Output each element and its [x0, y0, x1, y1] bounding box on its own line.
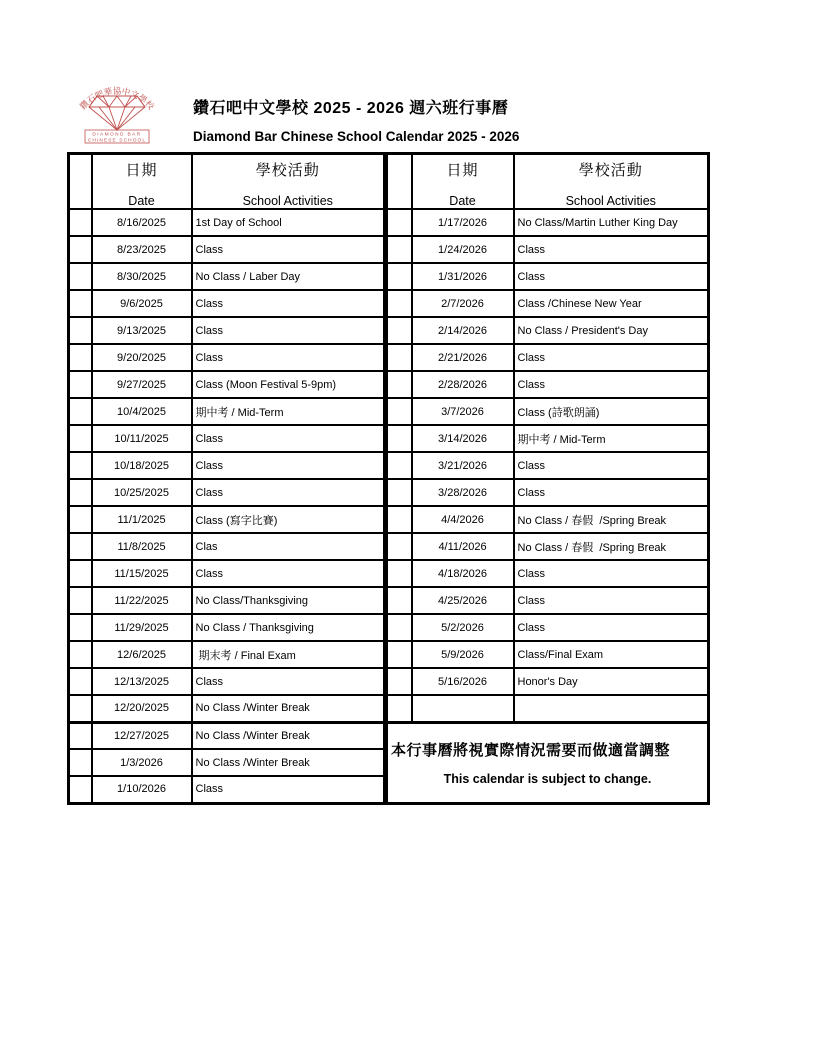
row-spacer-cell: [386, 479, 412, 506]
subject-to-change-note: [386, 722, 709, 803]
row-spacer-cell: [69, 614, 92, 641]
date-cell: 4/11/2026: [412, 533, 514, 560]
date-cell: 11/22/2025: [92, 587, 192, 614]
activity-cell: Class: [514, 452, 709, 479]
row-spacer-cell: [386, 425, 412, 452]
logo-arc-text: 鑽石吧華協中文學校: [77, 85, 157, 112]
row-spacer-cell: [386, 560, 412, 587]
page-title-chinese: 鑽石吧中文學校 2025 - 2026 週六班行事曆: [193, 100, 509, 117]
row-spacer-cell: [69, 263, 92, 290]
activity-cell: Honor's Day: [514, 668, 709, 695]
table-row: [69, 371, 709, 398]
row-spacer-cell: [69, 371, 92, 398]
date-cell: 1/3/2026: [92, 749, 192, 776]
date-cell: 3/21/2026: [412, 452, 514, 479]
activity-cell: [514, 695, 709, 722]
date-cell: 12/6/2025: [92, 641, 192, 668]
row-spacer-cell: [386, 371, 412, 398]
activity-cell: No Class /Winter Break: [192, 749, 386, 776]
activity-cell: Class /Chinese New Year: [514, 290, 709, 317]
row-spacer-cell: [386, 533, 412, 560]
date-cell: 3/28/2026: [412, 479, 514, 506]
table-row: [69, 560, 709, 587]
activity-cell: No Class / Thanksgiving: [192, 614, 386, 641]
table-row: [69, 236, 709, 263]
row-spacer-cell: [69, 776, 92, 803]
activity-cell: Class (寫字比賽): [192, 506, 386, 533]
row-spacer-cell: [69, 587, 92, 614]
table-row: [69, 209, 709, 236]
table-row: [69, 317, 709, 344]
row-spacer-cell: [69, 749, 92, 776]
date-cell: 12/20/2025: [92, 695, 192, 722]
activity-cell: 期末考 / Final Exam: [192, 641, 386, 668]
activity-cell: Class: [514, 560, 709, 587]
activities-column-header: [514, 154, 709, 210]
date-cell: 9/20/2025: [92, 344, 192, 371]
row-spacer-cell: [386, 398, 412, 425]
table-row: [69, 263, 709, 290]
row-spacer-cell: [69, 317, 92, 344]
activity-cell: No Class /Winter Break: [192, 695, 386, 722]
activity-cell: Class: [192, 479, 386, 506]
date-cell: 3/14/2026: [412, 425, 514, 452]
date-cell: 3/7/2026: [412, 398, 514, 425]
row-spacer-cell: [69, 452, 92, 479]
activity-cell: 期中考 / Mid-Term: [192, 398, 386, 425]
activity-cell: Class: [514, 344, 709, 371]
date-cell: 8/30/2025: [92, 263, 192, 290]
date-cell: 2/21/2026: [412, 344, 514, 371]
row-spacer-cell: [69, 668, 92, 695]
date-header-zh: 日期: [125, 162, 158, 179]
activity-cell: 期中考 / Mid-Term: [514, 425, 709, 452]
date-cell: 1/17/2026: [412, 209, 514, 236]
row-spacer-cell: [69, 425, 92, 452]
row-spacer-cell: [386, 614, 412, 641]
row-spacer-cell: [69, 506, 92, 533]
activity-cell: 1st Day of School: [192, 209, 386, 236]
table-row: [69, 290, 709, 317]
activity-cell: Class: [514, 263, 709, 290]
table-row: [69, 398, 709, 425]
activity-cell: Class: [514, 587, 709, 614]
date-cell: 10/25/2025: [92, 479, 192, 506]
activity-cell: Class: [192, 344, 386, 371]
table-row: [69, 614, 709, 641]
row-spacer-cell: [69, 209, 92, 236]
page-title-english: Diamond Bar Chinese School Calendar 2025 - 2026: [193, 129, 520, 144]
activity-cell: Class (詩歌朗誦): [514, 398, 709, 425]
activity-cell: Class: [192, 236, 386, 263]
logo-line1: DIAMOND BAR: [92, 132, 142, 138]
activity-cell: Class/Final Exam: [514, 641, 709, 668]
diamond-icon: [89, 96, 145, 130]
activity-cell: Class: [192, 776, 386, 803]
table-row: [69, 722, 709, 749]
table-row: [69, 479, 709, 506]
date-cell: 11/1/2025: [92, 506, 192, 533]
date-header-zh: 日期: [446, 162, 479, 179]
activity-cell: Class: [514, 479, 709, 506]
date-cell: 8/23/2025: [92, 236, 192, 263]
date-cell: 4/18/2026: [412, 560, 514, 587]
date-cell: 4/25/2026: [412, 587, 514, 614]
row-spacer-cell: [386, 290, 412, 317]
row-spacer-cell: [69, 722, 92, 749]
table-row: [69, 533, 709, 560]
table-row: [69, 344, 709, 371]
activity-cell: No Class/Thanksgiving: [192, 587, 386, 614]
school-logo: [63, 77, 171, 145]
row-spacer-cell: [69, 236, 92, 263]
date-cell: 10/11/2025: [92, 425, 192, 452]
activity-cell: Class: [192, 290, 386, 317]
date-cell: 2/14/2026: [412, 317, 514, 344]
activity-cell: Clas: [192, 533, 386, 560]
date-cell: 11/29/2025: [92, 614, 192, 641]
date-cell: 5/9/2026: [412, 641, 514, 668]
date-column-header: [92, 154, 192, 210]
date-cell: [412, 695, 514, 722]
date-cell: 9/13/2025: [92, 317, 192, 344]
note-text-en: This calendar is subject to change.: [443, 772, 652, 786]
activity-cell: No Class / Laber Day: [192, 263, 386, 290]
activity-cell: No Class /Winter Break: [192, 722, 386, 749]
activities-header-en: School Activities: [242, 194, 333, 208]
row-spacer-cell: [386, 236, 412, 263]
date-header-en: Date: [128, 194, 155, 208]
row-spacer-cell: [69, 479, 92, 506]
date-column-header: [412, 154, 514, 210]
activities-column-header: [192, 154, 386, 210]
activity-cell: No Class / President's Day: [514, 317, 709, 344]
activity-cell: Class: [514, 371, 709, 398]
date-cell: 1/10/2026: [92, 776, 192, 803]
row-spacer-cell: [386, 641, 412, 668]
calendar-table: [67, 152, 710, 805]
row-spacer-cell: [386, 668, 412, 695]
activity-cell: Class: [192, 425, 386, 452]
activity-cell: No Class / 春假 /Spring Break: [514, 533, 709, 560]
activity-cell: No Class / 春假 /Spring Break: [514, 506, 709, 533]
row-spacer-cell: [386, 317, 412, 344]
row-spacer-cell: [69, 560, 92, 587]
activity-cell: Class: [192, 668, 386, 695]
row-spacer-cell: [69, 398, 92, 425]
date-cell: 12/13/2025: [92, 668, 192, 695]
table-row: [69, 587, 709, 614]
table-row: [69, 668, 709, 695]
date-cell: 11/15/2025: [92, 560, 192, 587]
row-spacer-cell: [386, 452, 412, 479]
row-spacer-cell: [69, 695, 92, 722]
row-spacer-cell: [386, 209, 412, 236]
row-spacer-cell: [386, 587, 412, 614]
date-cell: 2/28/2026: [412, 371, 514, 398]
activities-header-zh: 學校活動: [578, 162, 643, 179]
table-row: [69, 506, 709, 533]
row-spacer-cell: [69, 344, 92, 371]
note-text-zh: 本行事曆將視實際情況需要而做適當調整: [391, 742, 671, 759]
activity-cell: Class: [192, 560, 386, 587]
activity-cell: Class: [514, 236, 709, 263]
activity-cell: Class: [192, 452, 386, 479]
row-spacer-cell: [386, 695, 412, 722]
activity-cell: Class: [514, 614, 709, 641]
row-spacer-cell: [69, 641, 92, 668]
date-cell: 10/4/2025: [92, 398, 192, 425]
date-cell: 4/4/2026: [412, 506, 514, 533]
date-cell: 9/6/2025: [92, 290, 192, 317]
activities-header-en: School Activities: [565, 194, 656, 208]
date-cell: 5/2/2026: [412, 614, 514, 641]
date-cell: 9/27/2025: [92, 371, 192, 398]
date-cell: 1/31/2026: [412, 263, 514, 290]
table-row: [69, 425, 709, 452]
table-row: [69, 695, 709, 722]
date-cell: 1/24/2026: [412, 236, 514, 263]
logo-line2: CHINESE SCHOOL: [87, 138, 147, 144]
date-cell: 8/16/2025: [92, 209, 192, 236]
date-cell: 5/16/2026: [412, 668, 514, 695]
table-row: [69, 452, 709, 479]
row-spacer-cell: [386, 263, 412, 290]
date-header-en: Date: [449, 194, 476, 208]
activities-header-zh: 學校活動: [255, 162, 320, 179]
row-spacer-cell: [386, 344, 412, 371]
activity-cell: Class: [192, 317, 386, 344]
logo-name-box: [85, 130, 149, 144]
row-spacer-cell: [69, 533, 92, 560]
header-spacer-cell: [69, 154, 92, 210]
header-row: [69, 154, 709, 210]
activity-cell: Class (Moon Festival 5-9pm): [192, 371, 386, 398]
row-spacer-cell: [386, 506, 412, 533]
row-spacer-cell: [69, 290, 92, 317]
date-cell: 2/7/2026: [412, 290, 514, 317]
date-cell: 11/8/2025: [92, 533, 192, 560]
date-cell: 10/18/2025: [92, 452, 192, 479]
date-cell: 12/27/2025: [92, 722, 192, 749]
activity-cell: No Class/Martin Luther King Day: [514, 209, 709, 236]
header-spacer-cell: [386, 154, 412, 210]
table-row: [69, 641, 709, 668]
